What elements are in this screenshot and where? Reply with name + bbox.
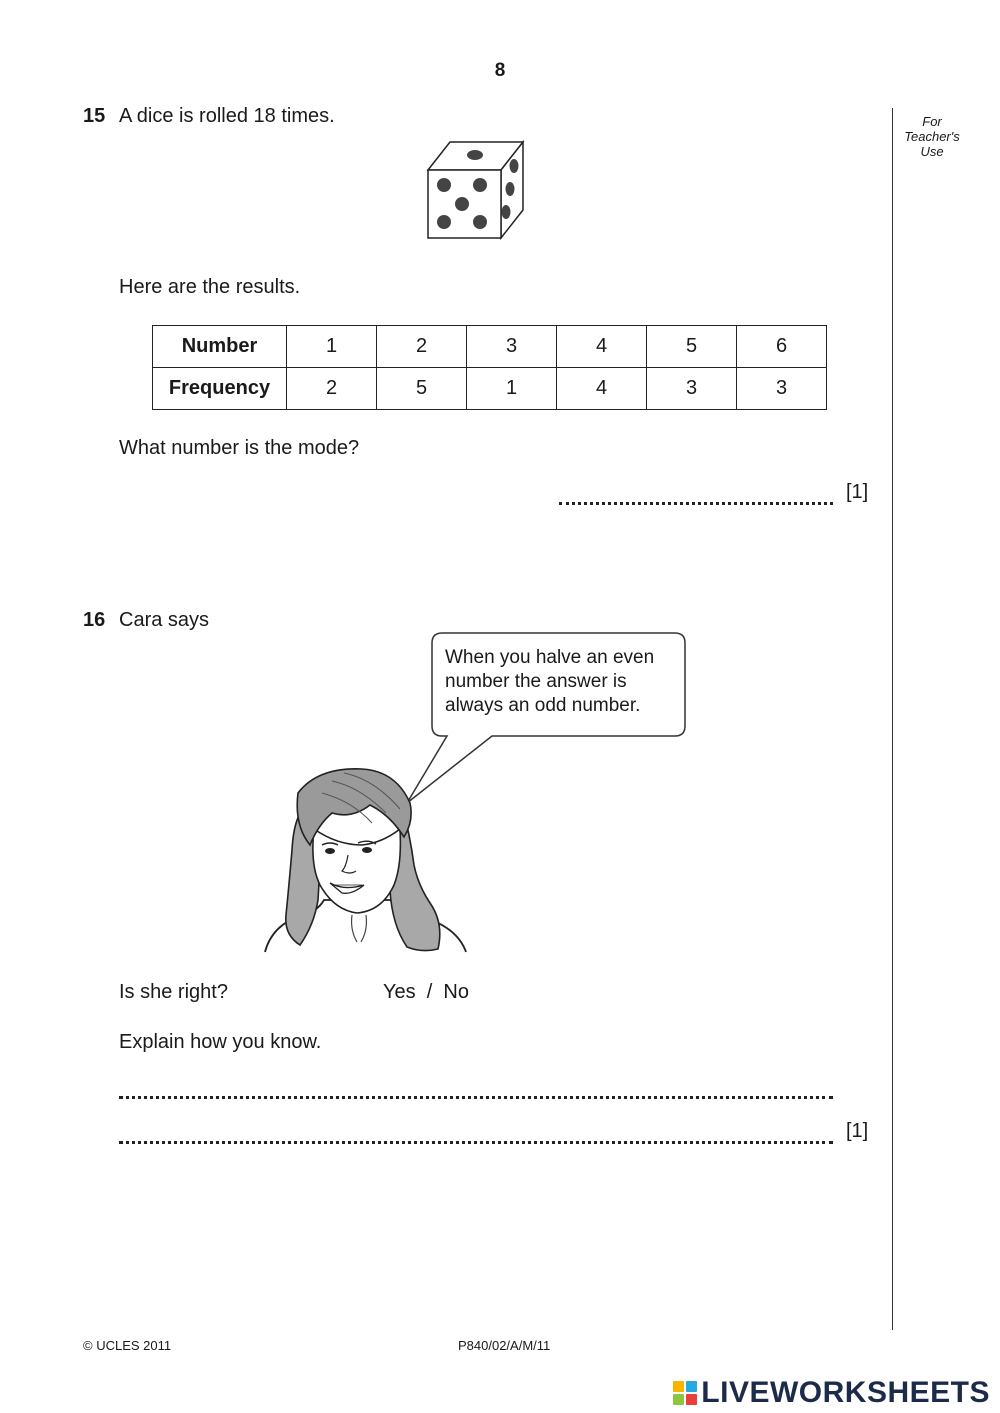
frequency-cell: 1 bbox=[467, 368, 557, 410]
mode-question: What number is the mode? bbox=[119, 437, 360, 459]
speech-line: number the answer is bbox=[445, 671, 627, 692]
number-cell: 5 bbox=[647, 326, 737, 368]
number-cell: 2 bbox=[377, 326, 467, 368]
table-row bbox=[153, 368, 827, 410]
logo-square bbox=[673, 1381, 684, 1392]
explain-prompt: Explain how you know. bbox=[119, 1031, 322, 1053]
question-16-mark: [1] bbox=[846, 1120, 869, 1142]
teacher-note-line: Teacher's bbox=[904, 129, 960, 144]
frequency-table bbox=[152, 325, 827, 410]
explanation-line-1[interactable] bbox=[119, 1096, 833, 1099]
question-15-number: 15 bbox=[83, 105, 106, 127]
frequency-cell: 3 bbox=[737, 368, 827, 410]
copyright: © UCLES 2011 bbox=[83, 1338, 172, 1353]
frequency-cell: 4 bbox=[557, 368, 647, 410]
liveworksheets-logo-icon bbox=[673, 1381, 697, 1405]
question-15-text: A dice is rolled 18 times. bbox=[119, 105, 335, 127]
question-16-number: 16 bbox=[83, 609, 106, 631]
question-16-text: Cara says bbox=[119, 609, 210, 631]
frequency-cell: 5 bbox=[377, 368, 467, 410]
yes-no-options[interactable]: Yes / No bbox=[383, 981, 469, 1003]
teacher-use-note bbox=[898, 114, 966, 159]
is-she-right-question: Is she right? bbox=[119, 981, 228, 1003]
logo-square bbox=[686, 1394, 697, 1405]
speech-line: always an odd number. bbox=[445, 695, 641, 716]
paper-code: P840/02/A/M/11 bbox=[458, 1338, 551, 1353]
results-intro: Here are the results. bbox=[119, 276, 301, 298]
brand-name: LIVEWORKSHEETS bbox=[701, 1376, 990, 1409]
teacher-margin-rule bbox=[892, 108, 893, 1330]
question-15-mark: [1] bbox=[846, 481, 869, 503]
row-header-frequency: Frequency bbox=[153, 368, 287, 410]
liveworksheets-brand[interactable] bbox=[673, 1376, 990, 1410]
teacher-note-line: Use bbox=[920, 144, 944, 159]
logo-square bbox=[686, 1381, 697, 1392]
cara-portrait bbox=[262, 765, 472, 957]
dice-illustration bbox=[420, 136, 532, 242]
number-cell: 6 bbox=[737, 326, 827, 368]
speech-line: When you halve an even bbox=[445, 647, 655, 668]
explanation-line-2[interactable] bbox=[119, 1141, 833, 1144]
teacher-note-line: For bbox=[922, 114, 942, 129]
speech-bubble-text bbox=[445, 646, 654, 718]
number-cell: 4 bbox=[557, 326, 647, 368]
mode-answer-line[interactable] bbox=[559, 502, 833, 505]
logo-square bbox=[673, 1394, 684, 1405]
table-row bbox=[153, 326, 827, 368]
number-cell: 1 bbox=[287, 326, 377, 368]
page-number: 8 bbox=[494, 60, 506, 81]
frequency-cell: 2 bbox=[287, 368, 377, 410]
row-header-number: Number bbox=[153, 326, 287, 368]
frequency-cell: 3 bbox=[647, 368, 737, 410]
number-cell: 3 bbox=[467, 326, 557, 368]
